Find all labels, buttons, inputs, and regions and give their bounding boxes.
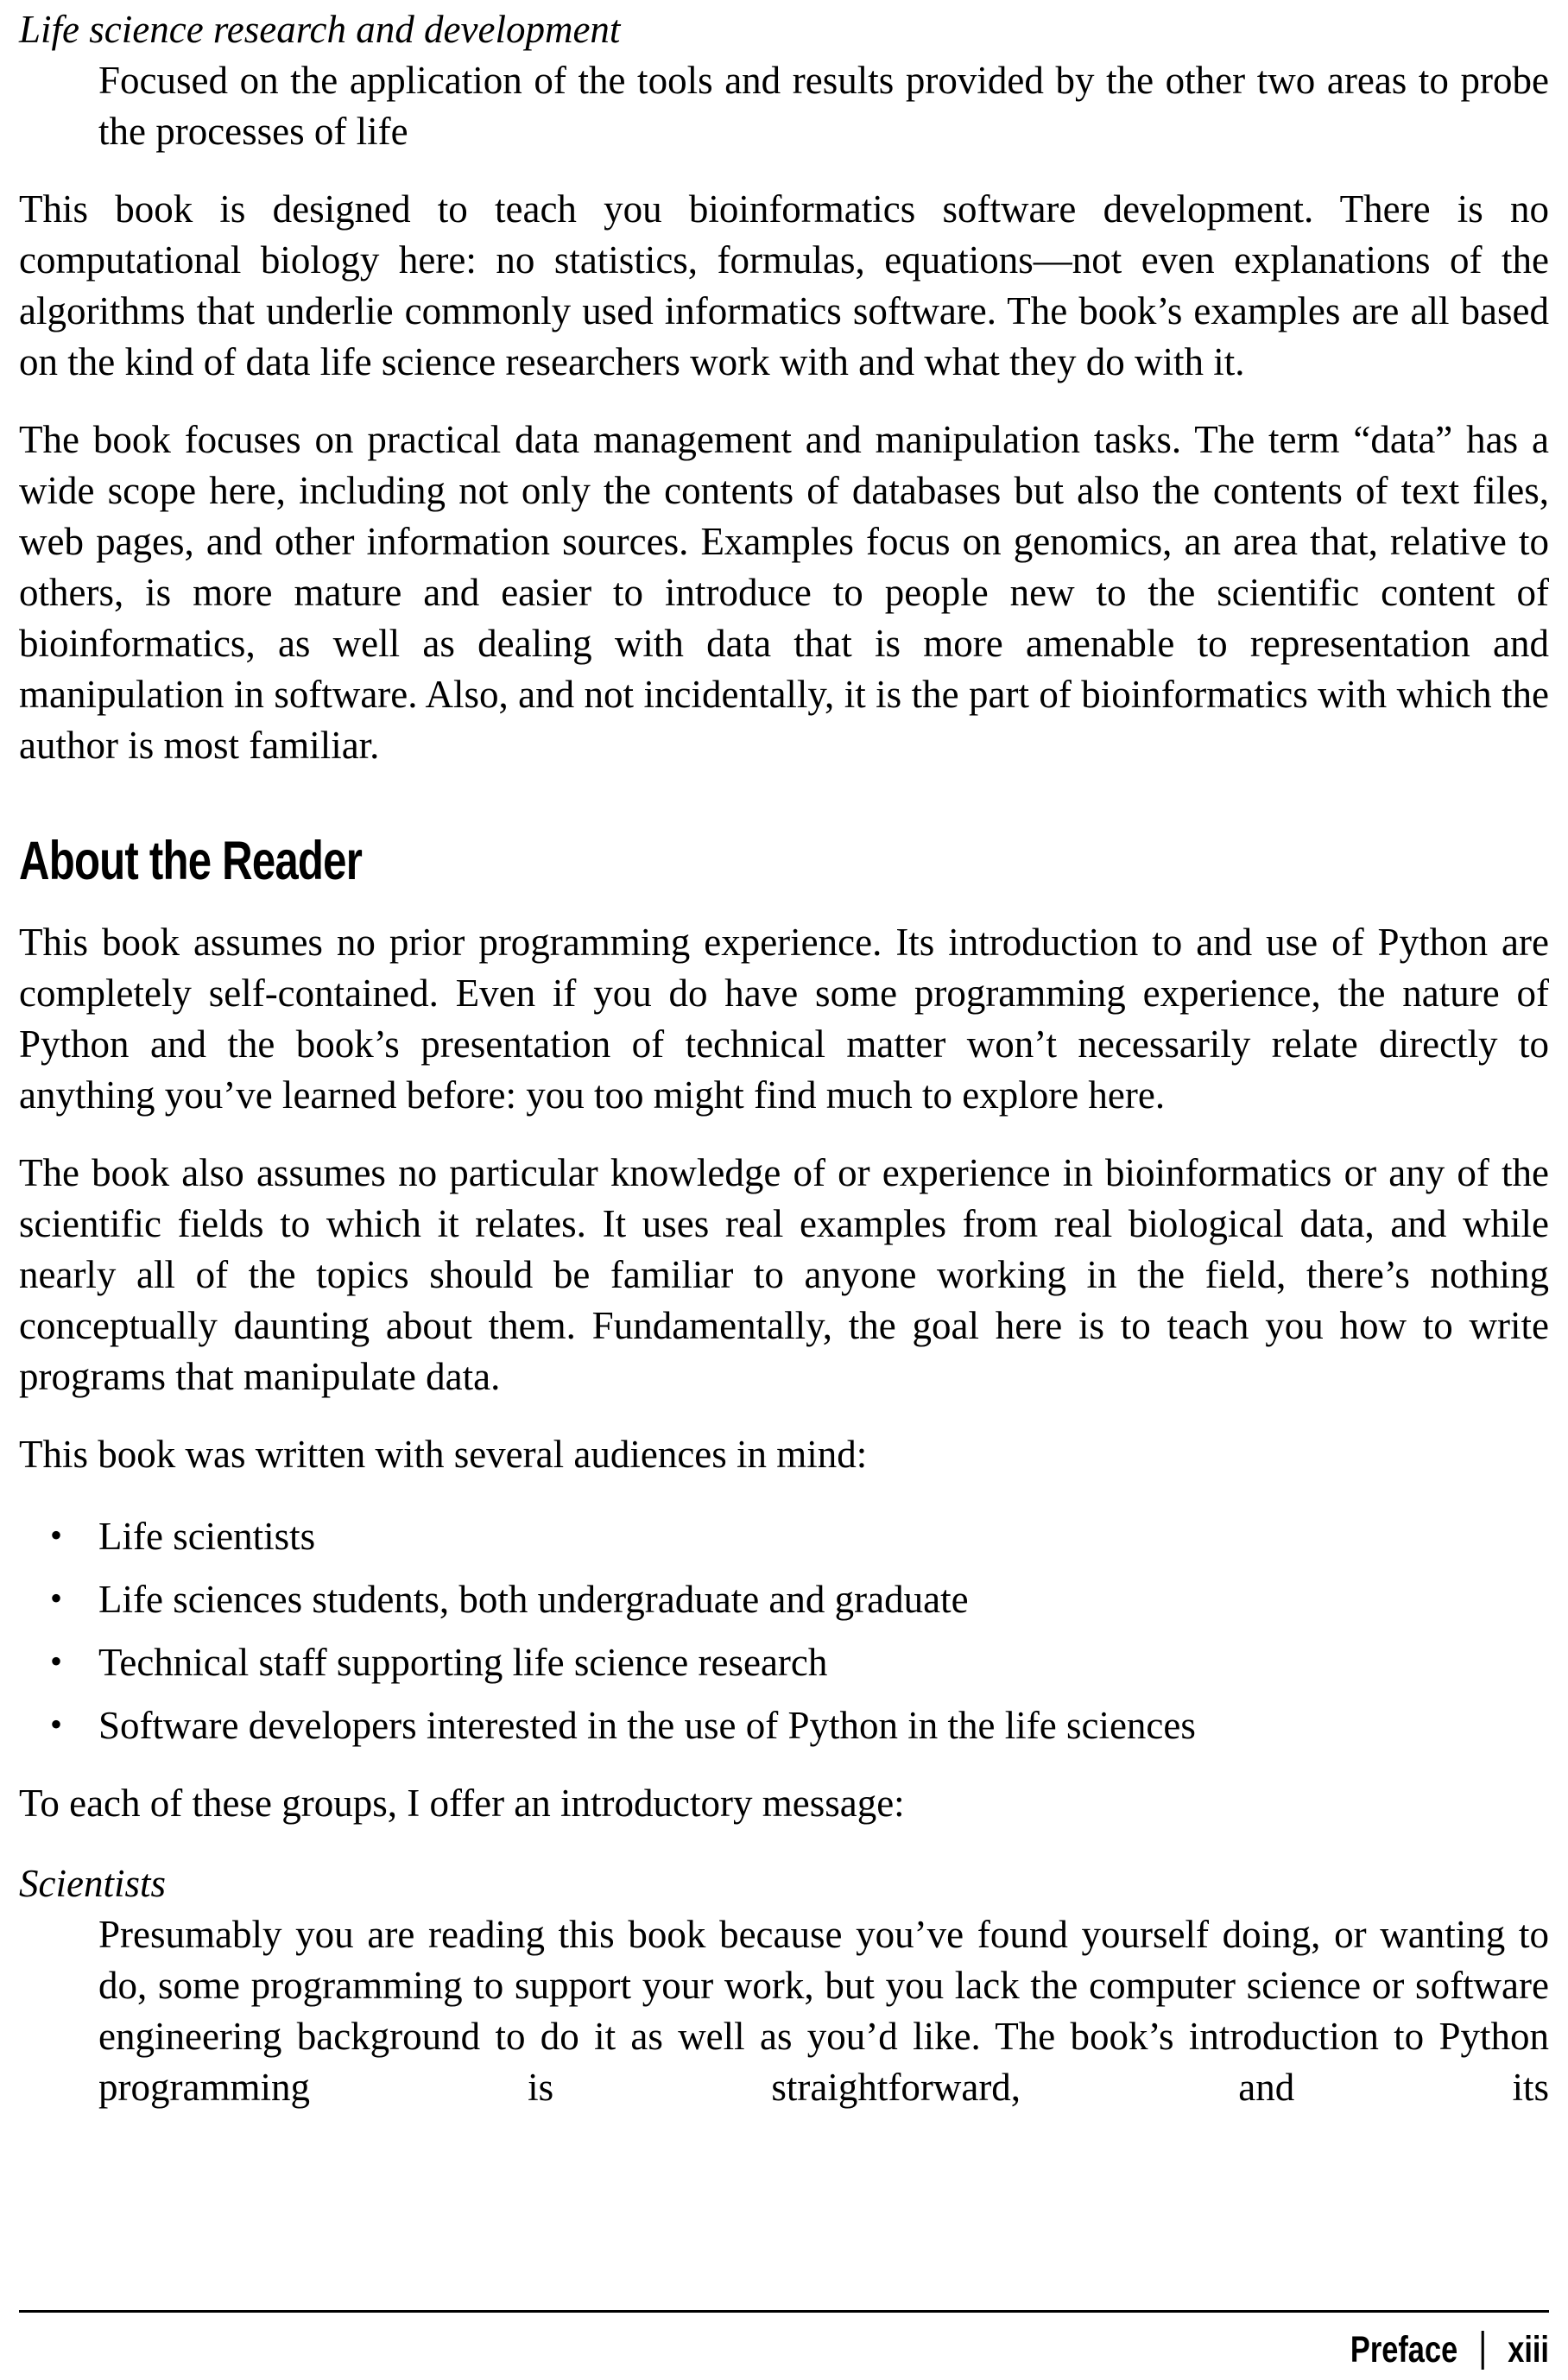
definition-text-life-science: Focused on the application of the tools and results provided by the other two areas to probe the processes of life (98, 59, 1549, 153)
list-item-technical-staff (19, 1637, 1549, 1688)
scientists-definition-block (19, 1858, 1549, 2113)
page-footer (19, 2310, 1549, 2370)
bullet-icon: • (50, 1642, 63, 1681)
footer-separator: | (1478, 2325, 1488, 2371)
definition-text-scientists: Presumably you are reading this book because you’ve found yourself doing, or wanting to do, some programming to support your work, but you lack the computer science or software engineering background to do it as well as you’d like. The book’s introduction to Python programming is straightforward, and its (98, 1913, 1549, 2109)
list-item-label: Life sciences students, both undergraduate and graduate (98, 1578, 969, 1621)
bullet-icon: • (50, 1705, 63, 1744)
list-item-life-sciences-students (19, 1574, 1549, 1625)
definition-term-life-science: Life science research and development (19, 8, 621, 51)
list-item-software-developers (19, 1700, 1549, 1751)
paragraph-audiences-intro: This book was written with several audiences in mind: (19, 1433, 868, 1476)
paragraph-book-design: This book is designed to teach you bioinformatics software development. There is no computational biology here: no statistics, formulas, equations—not even explanations of the algorithms that underlie commonly used informatics software. The book’s examples are all based on the kind of data life science researchers work with and what they do with it. (19, 187, 1549, 383)
bullet-icon: • (50, 1579, 63, 1617)
list-item-label: Life scientists (98, 1515, 316, 1558)
list-item-label: Software developers interested in the use of Python in the life sciences (98, 1704, 1196, 1747)
paragraph-groups-message: To each of these groups, I offer an introductory message: (19, 1782, 905, 1825)
intro-definition-block (19, 4, 1549, 157)
footer-text-row (325, 2325, 1549, 2371)
list-item-life-scientists (19, 1511, 1549, 1562)
footer-section-label: Preface (1350, 2329, 1458, 2371)
definition-term-scientists: Scientists (19, 1862, 166, 1905)
section-heading-about-the-reader: About the Reader (19, 831, 363, 891)
paragraph-assumes-no-experience: This book assumes no prior programming experience. Its introduction to and use of Python are completely self-contained. Even if you do have some programming experience, the nature of Python and the book’s presentation of technical matter won’t necessarily relate directly to anything you’ve learned before: you too might find much to explore here. (19, 921, 1549, 1117)
bullet-icon: • (50, 1516, 63, 1554)
audience-bullet-list (19, 1511, 1549, 1751)
paragraph-book-focus: The book focuses on practical data management and manipulation tasks. The term “data” has a wide scope here, including not only the contents of databases but also the contents of text files, web pages, and other information sources. Examples focus on genomics, an area that, relative to others, is more mature and easier to introduce to people new to the scientific content of bioinformatics, as well as dealing with data that is more amenable to representation and manipulation in software. Also, and not incidentally, it is the part of bioinformatics with which the author is most familiar. (19, 418, 1549, 767)
list-item-label: Technical staff supporting life science research (98, 1641, 828, 1684)
footer-page-number: xiii (1508, 2329, 1549, 2371)
paragraph-assumes-no-bioinformatics: The book also assumes no particular knowledge of or experience in bioinformatics or any of the scientific fields to which it relates. It uses real examples from real biological data, and while nearly all of the topics should be familiar to anyone working in the field, there’s nothing conceptually daunting about them. Fundamentally, the goal here is to teach you how to write programs that manipulate data. (19, 1151, 1549, 1398)
footer-divider (19, 2310, 1549, 2313)
